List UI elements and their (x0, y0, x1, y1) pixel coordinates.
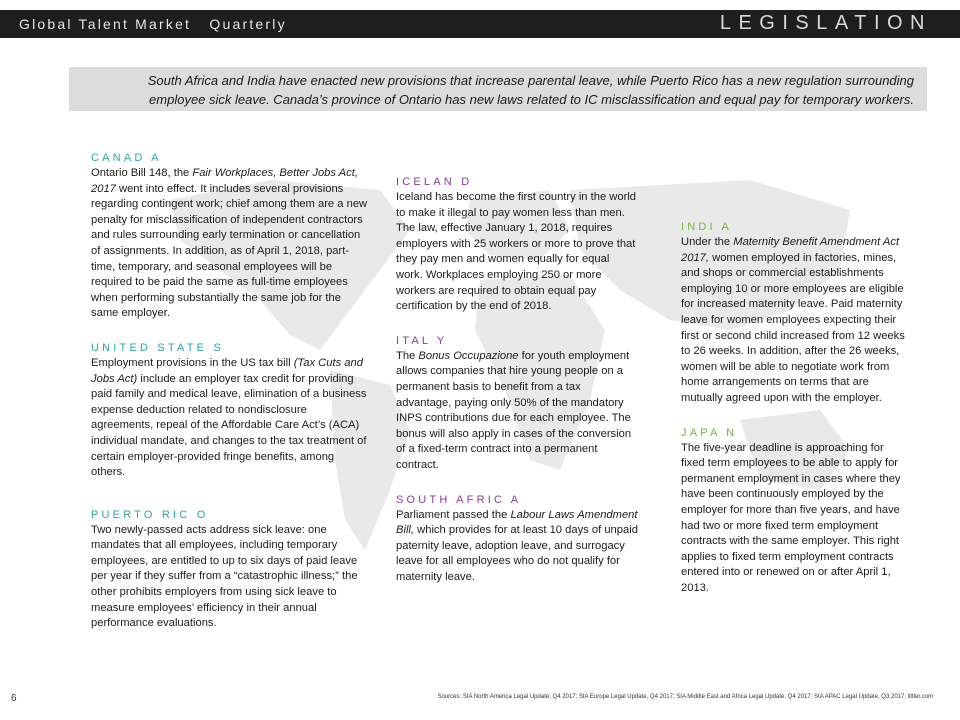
section-iceland (396, 175, 638, 315)
text-sa-part: which provides for at least 10 days of unpaid paternity leave, adoption leave, and surrogacy leave for all employees who do not qualify for maternity leave. (396, 524, 638, 583)
column-right (681, 220, 909, 615)
text-india-italic: Maternity Benefit Amendment Act 2017, (681, 236, 900, 264)
section-canada (91, 151, 371, 322)
summary-text: South Africa and India have enacted new provisions that increase parental leave, while Puerto Rico has a new regulation surrounding employee sick leave. Canada’s province of Ontario has new laws related to IC misclassification and equal pay for temporary workers. (147, 73, 914, 107)
text-italy-part: The (396, 349, 419, 362)
section-title: LEGISLATION (719, 12, 932, 34)
text-iceland: Iceland has become the first country in the world to make it illegal to pay women less than men. The law, effective January 1, 2018, requires employers with 25 workers or more to prove that they pay men and women equally for equal work. Workplaces employing 250 or more workers are required to obtain equal pay certification by the end of 2018. (396, 191, 637, 313)
text-sa-italic: Labour Laws Amendment Bill, (396, 508, 638, 537)
summary-box (69, 67, 927, 111)
heading-united-states: UNITED STATE S (91, 341, 225, 354)
text-italy-italic: Bonus Occupazione (418, 349, 519, 362)
section-india (681, 220, 909, 407)
text-us-italic: (Tax Cuts and Jobs Act) (91, 356, 363, 385)
publication-title: Global Talent Market Quarterly (19, 16, 287, 32)
text-canada-part: went into effect. It includes several provisions regarding contingent work; chief among them are a new penalty for misclassification of independent contractors and rules surrounding early termination or cancellation of assignments. In addition, as of April 1, 2018, part-time, temporary, and seasonal employees will be required to be paid the same as full-time employees when performing substantially the same job for the same employer. (91, 182, 368, 320)
sources-note: Sources: SIA North America Legal Update, Q4 2017; SIA Europe Legal Update, Q4 2017; SIA Middle East and Africa Legal Update, Q4 2017; SIA APAC Legal Update, Q3 2017; littler.com (437, 694, 933, 700)
text-italy (396, 349, 638, 474)
text-canada (91, 166, 371, 322)
text-japan: The five-year deadline is approaching for fixed term employees to be able to apply for permanent employment in cases where they have been continuously employed by the employer for more than five years, and have had two or more fixed term employment contracts with the same employer. This right applies to fixed term employment contracts entered into or renewed on or after April 1, 2013. (681, 441, 901, 594)
text-sa-part: Parliament passed the (396, 508, 511, 521)
text-canada-italic: Fair Workplaces, Better Jobs Act, 2017 (91, 167, 358, 195)
section-united-states (91, 341, 371, 481)
section-south-africa (396, 493, 638, 586)
section-italy (396, 334, 638, 474)
header-bar (0, 10, 960, 38)
text-india-part: Under the (681, 236, 734, 248)
heading-south-africa: SOUTH AFRIC A (396, 493, 522, 506)
text-canada-part: Ontario Bill 148, the (91, 167, 193, 179)
heading-japan: JAPA N (681, 426, 738, 439)
column-left (91, 151, 371, 651)
text-south-africa (396, 508, 638, 586)
text-us-part: Employment provisions in the US tax bill (91, 356, 294, 369)
heading-canada: CANAD A (91, 152, 162, 164)
heading-iceland: ICELAN D (396, 176, 473, 188)
text-us-part: include an employer tax credit for providing paid family and medical leave, elimination of a business expense deduction related to nondisclosure agreements, repeal of the Affordable Care Act’s (ACA) individual mandate, and changes to the tax treatment of certain employer-provided fringe benefits, among others. (91, 372, 367, 479)
heading-italy: ITAL Y (396, 334, 448, 347)
heading-puerto-rico: PUERTO RIC O (91, 508, 209, 521)
page-number: 6 (11, 693, 17, 704)
text-italy-part: for youth employment allows companies that hire young people on a permanent basis to benefit from a tax advantage, paying only 50% of the mandatory INPS contributions due for each employee. The bonus will also apply in cases of the conversion of a fixed-term contract into a permanent contract. (396, 349, 632, 471)
text-puerto-rico: Two newly-passed acts address sick leave: one mandates that all employees, including temporary employees, are entitled to up to six days of paid leave per year if they suffer from a “catastrophic illness;” the other prohibits employers from using sick leave to measure employees’ efficiency in their annual performance evaluations. (91, 523, 358, 630)
column-middle (396, 175, 638, 604)
heading-india: INDI A (681, 221, 732, 233)
text-india (681, 235, 909, 407)
section-japan (681, 426, 909, 597)
text-india-part: women employed in factories, mines, and shops or commercial establishments employing 10 or more employees are eligible for increased maternity leave. Paid maternity leave for women employees expecting their first or second child increased from 12 weeks to 26 weeks. In addition, after the 26 weeks, women will be able to negotiate work from home arrangements on terms that are mutually agreed upon with the employer. (681, 251, 905, 404)
text-united-states (91, 356, 371, 481)
section-puerto-rico (91, 508, 371, 632)
